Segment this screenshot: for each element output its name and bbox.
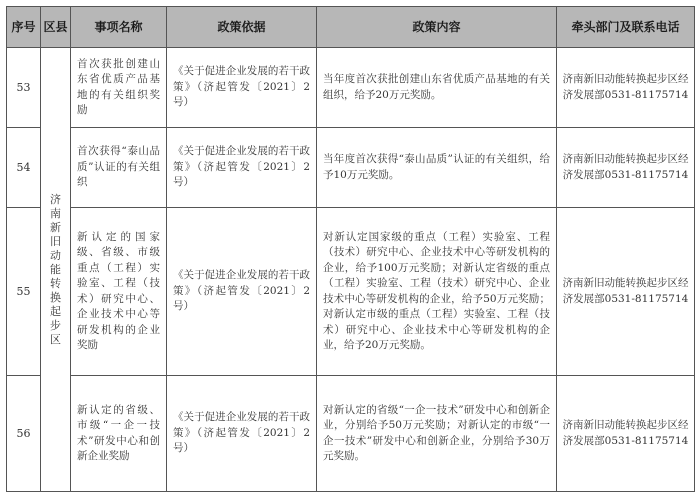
table-row	[7, 208, 695, 376]
row-basis: 《关于促进企业发展的若干政策》（济起管发〔2021〕2号）	[167, 208, 317, 376]
row-item: 首次获批创建山东省优质产品基地的有关组织奖励	[71, 48, 167, 128]
header-seq: 序号	[7, 7, 41, 48]
row-item: 首次获得“泰山品质”认证的有关组织	[71, 128, 167, 208]
header-district: 区县	[41, 7, 71, 48]
header-dept: 牵头部门及联系电话	[557, 7, 695, 48]
row-basis: 《关于促进企业发展的若干政策》（济起管发〔2021〕2号）	[167, 376, 317, 492]
policy-table	[6, 6, 695, 492]
row-dept: 济南新旧动能转换起步区经济发展部0531-81175714	[557, 208, 695, 376]
district-cell: 济南新旧动能转换起步区	[41, 48, 71, 492]
table-header-row	[7, 7, 695, 48]
header-item: 事项名称	[71, 7, 167, 48]
row-basis: 《关于促进企业发展的若干政策》（济起管发〔2021〕2号）	[167, 128, 317, 208]
row-seq: 56	[7, 376, 41, 492]
row-dept: 济南新旧动能转换起步区经济发展部0531-81175714	[557, 128, 695, 208]
row-content: 当年度首次获批创建山东省优质产品基地的有关组织，给予20万元奖励。	[317, 48, 557, 128]
row-seq: 55	[7, 208, 41, 376]
row-seq: 54	[7, 128, 41, 208]
header-content: 政策内容	[317, 7, 557, 48]
row-dept: 济南新旧动能转换起步区经济发展部0531-81175714	[557, 48, 695, 128]
row-dept: 济南新旧动能转换起步区经济发展部0531-81175714	[557, 376, 695, 492]
table-row	[7, 376, 695, 492]
table-row	[7, 48, 695, 128]
row-basis: 《关于促进企业发展的若干政策》（济起管发〔2021〕2号）	[167, 48, 317, 128]
row-item: 新认定的国家级、省级、市级重点（工程）实验室、工程（技术）研究中心、企业技术中心等研发机构的企业奖励	[71, 208, 167, 376]
row-seq: 53	[7, 48, 41, 128]
header-basis: 政策依据	[167, 7, 317, 48]
row-content: 当年度首次获得“泰山品质”认证的有关组织，给予10万元奖励。	[317, 128, 557, 208]
row-content: 对新认定的省级“一企一技术”研发中心和创新企业，分别给予50万元奖励；对新认定的市级“一企一技术”研发中心和创新企业，分别给予30万元奖励。	[317, 376, 557, 492]
row-content: 对新认定国家级的重点（工程）实验室、工程（技术）研究中心、企业技术中心等研发机构的企业，给予100万元奖励；对新认定省级的重点（工程）实验室、工程（技术）研究中心、企业技术中心等研发机构的企业，给予50万元奖励；对新认定市级的重点（工程）实验室、工程（技术）研究中心、企业技术中心等研发机构的企业，给予20万元奖励。	[317, 208, 557, 376]
row-item: 新认定的省级、市级“一企一技术”研发中心和创新企业奖励	[71, 376, 167, 492]
table-row	[7, 128, 695, 208]
